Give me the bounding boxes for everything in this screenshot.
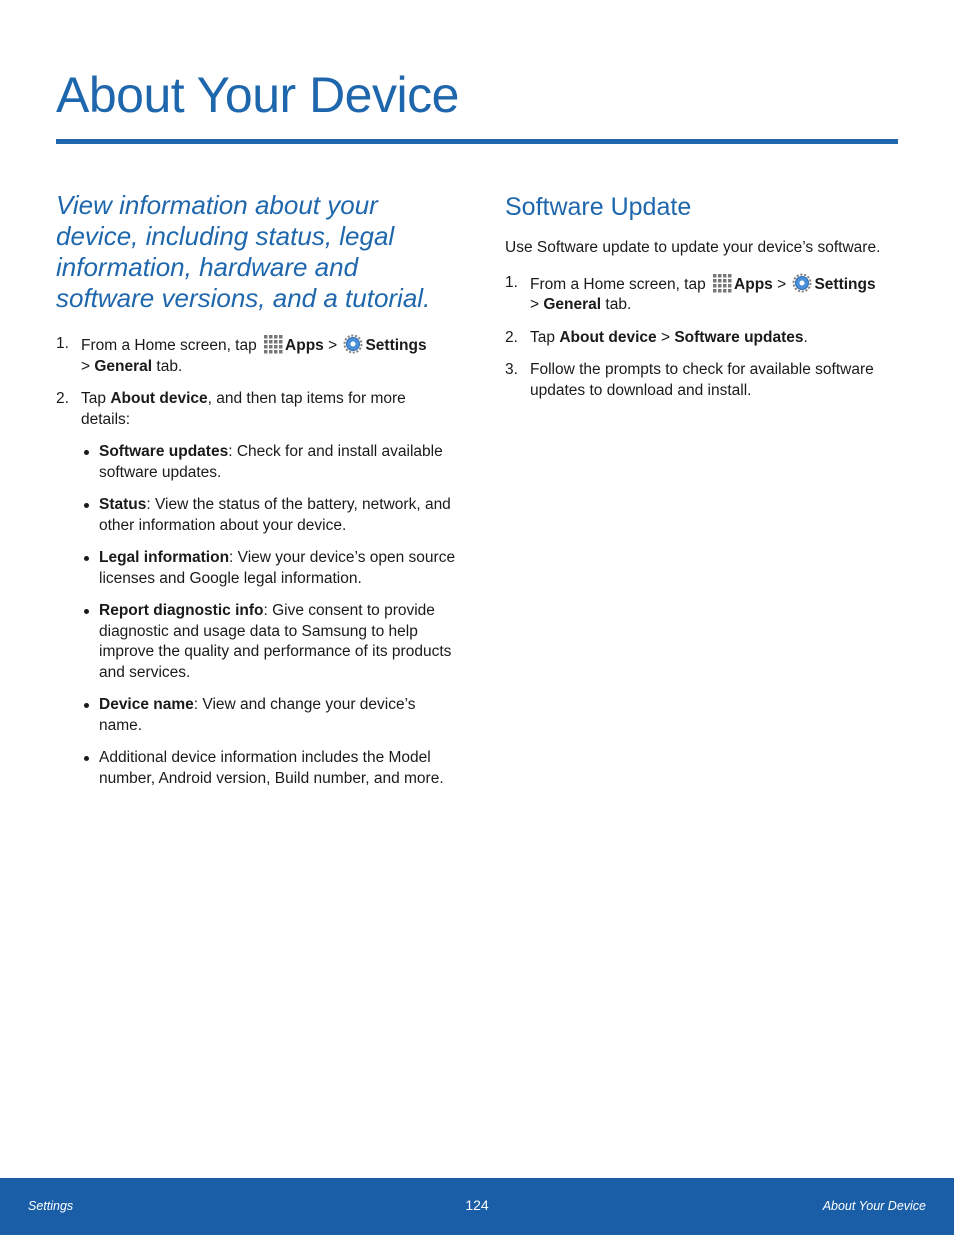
section-heading: Software Update [505,193,692,221]
step-item: 2. Tap About device > Software updates. [505,328,905,349]
title-divider [56,139,898,144]
apps-grid-icon [263,334,283,354]
step-number: 2. [56,390,69,407]
bullet-item: Legal information: View your device’s open source licenses and Google legal information. [81,548,456,589]
right-column [505,190,905,413]
left-column [56,334,456,801]
detail-bullets [81,442,456,789]
footer-chapter-label: About Your Device [822,1199,926,1213]
step-number: 1. [505,273,518,291]
page-title: About Your Device [56,67,459,123]
bullet-dot [84,756,89,761]
page-number: 124 [465,1197,489,1213]
about-steps [56,334,456,789]
intro-text: View information about your device, including status, legal information, hardware and software versions, and a tutorial. [56,190,431,313]
software-update-steps [505,273,905,402]
bullet-dot [84,503,89,508]
bullet-item: Device name: View and change your device’s name. [81,695,456,736]
settings-gear-icon [343,334,363,354]
bullet-dot [84,556,89,561]
step-number: 3. [505,361,518,378]
step-item: 3. Follow the prompts to check for available software updates to download and install. [505,361,874,399]
bullet-dot [84,450,89,455]
step-item: 1. From a Home screen, tap Apps > Settings > General tab. [505,273,876,313]
bullet-item: Status: View the status of the battery, network, and other information about your device. [81,495,456,536]
step-item: 2. Tap About device, and then tap items for more details: Software updates: Check for and install available software updates. Status: View the status of the battery, network, and other information about your device. Legal information: View your device’s open source licenses and Google legal information. Report diagnostic info: Give consent to provide diagnostic and usage data to Samsung to help improve the quality and performance of its products and services. Device name: View and change your device’s name. Additional device information includes the Model number, Android version, Build number, and more. [56,389,456,789]
step-item: 1. From a Home screen, tap Apps > Settings > General tab. [56,335,427,375]
section-description: Use Software update to update your device’s software. [505,239,881,256]
bullet-dot [84,703,89,708]
bullet-item: Software updates: Check for and install available software updates. [81,442,456,483]
bullet-item: Additional device information includes the Model number, Android version, Build number, and more. [81,748,456,789]
footer-section-label: Settings [28,1199,74,1213]
step-number: 2. [505,328,518,346]
apps-grid-icon [712,273,732,293]
bullet-item: Report diagnostic info: Give consent to provide diagnostic and usage data to Samsung to help improve the quality and performance of its products and services. [81,601,456,683]
bullet-dot [84,609,89,614]
page-footer [0,1178,954,1235]
step-number: 1. [56,335,69,352]
settings-gear-icon [792,273,812,293]
